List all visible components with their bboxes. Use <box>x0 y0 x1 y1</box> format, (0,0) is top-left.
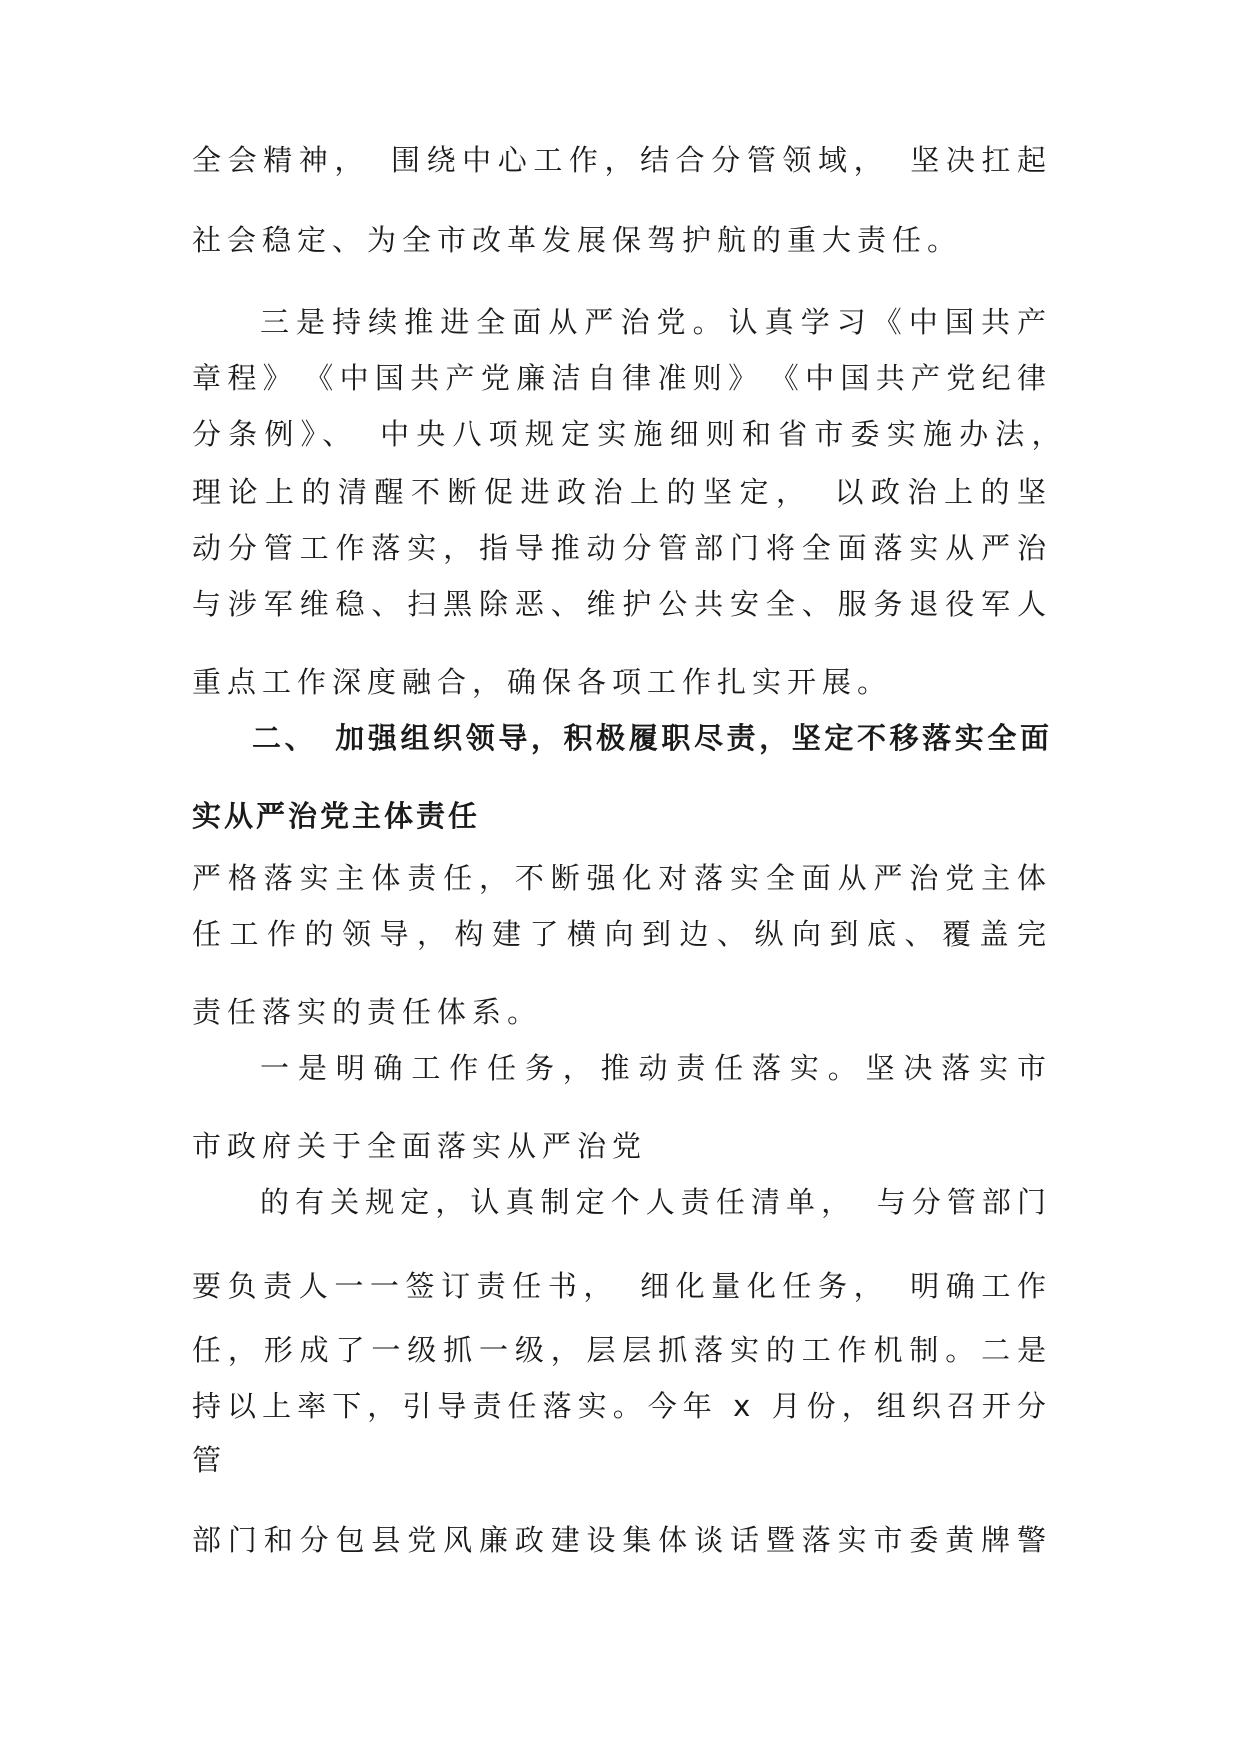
text-line: 动分管工作落实，指导推动分管部门将全面落实从严治 <box>192 531 1052 565</box>
text-line: 严格落实主体责任，不断强化对落实全面从严治党主体 <box>192 861 1052 895</box>
text-line: 任，形成了一级抓一级，层层抓落实的工作机制。二是 <box>192 1333 1052 1367</box>
text-line: 章程》 《中国共产党廉洁自律准则》 《中国共产党纪律 <box>192 361 1052 395</box>
text-line: 要负责人一一签订责任书， 细化量化任务， 明确工作 <box>192 1269 1052 1303</box>
text-line: 管 <box>192 1443 228 1477</box>
text-line: 与涉军维稳、扫黑除恶、维护公共安全、服务退役军人 <box>192 587 1052 621</box>
text-line: 责任落实的责任体系。 <box>192 995 543 1029</box>
text-line: 分条例》、 中央八项规定实施细则和省市委实施办法， <box>192 417 1052 451</box>
text-line: 一是明确工作任务，推动责任落实。坚决落实市 <box>260 1051 1052 1085</box>
text-line: 市政府关于全面落实从严治党 <box>192 1129 648 1163</box>
text-line: 全会精神， 围绕中心工作，结合分管领域， 坚决扛起 <box>192 143 1052 177</box>
text-line: 持以上率下，引导责任落实。今年 x 月份，组织召开分 <box>192 1389 1052 1423</box>
text-line: 部门和分包县党风廉政建设集体谈话暨落实市委黄牌警 <box>192 1523 1052 1557</box>
text-line: 社会稳定、为全市改革发展保驾护航的重大责任。 <box>192 223 963 257</box>
section-heading: 二、 加强组织领导，积极履职尽责，坚定不移落实全面 <box>252 721 1052 755</box>
text-line: 任工作的领导，构建了横向到边、纵向到底、覆盖完 <box>192 917 1052 951</box>
text-line: 的有关规定，认真制定个人责任清单， 与分管部门 <box>260 1185 1052 1219</box>
section-heading-continued: 实从严治党主体责任 <box>192 799 481 833</box>
text-line: 理论上的清醒不断促进政治上的坚定， 以政治上的坚 <box>192 475 1052 509</box>
text-line: 重点工作深度融合，确保各项工作扎实开展。 <box>192 665 893 699</box>
text-line: 三是持续推进全面从严治党。认真学习《中国共产 <box>260 305 1052 339</box>
